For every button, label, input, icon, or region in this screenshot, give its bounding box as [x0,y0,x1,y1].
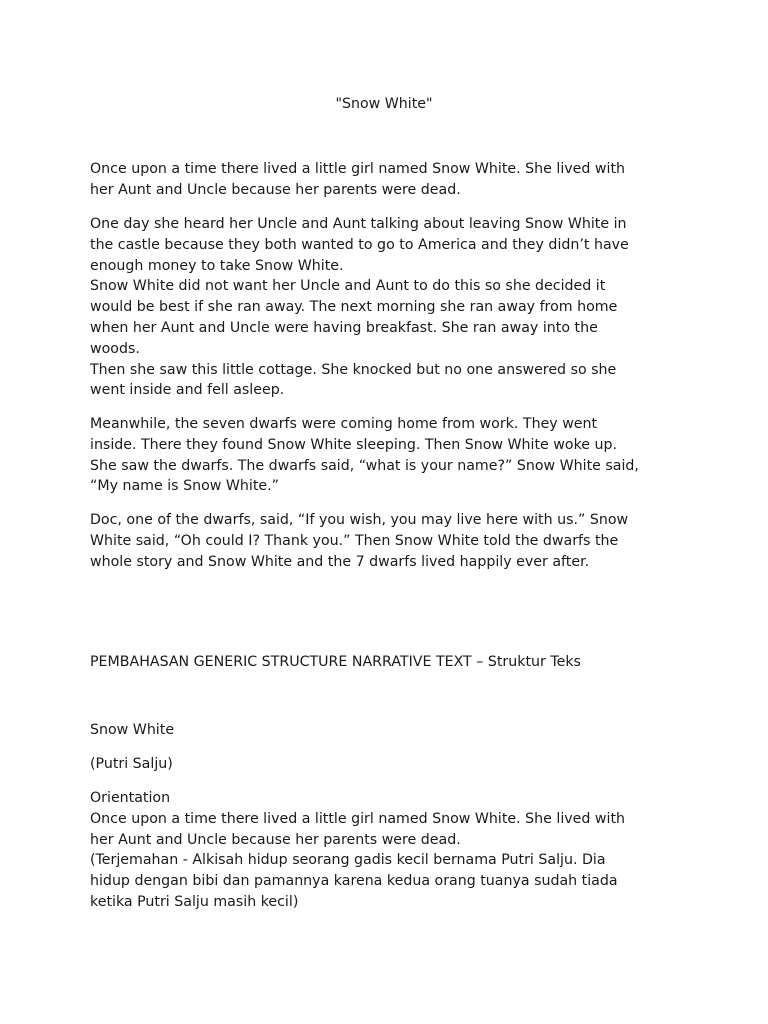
story-paragraph-2 [90,214,629,401]
document-title: "Snow White" [335,96,433,112]
text-line: would be best if she ran away. The next morning she ran away from home [90,299,618,316]
section-heading [90,652,581,673]
text-line: Snow White did not want her Uncle and Aunt to do this so she decided it [90,278,606,295]
orientation-label: Orientation [90,790,171,806]
text-line: ketika Putri Salju masih kecil) [90,893,299,910]
text-line: (Terjemahan - Alkisah hidup seorang gadis kecil bernama Putri Salju. Dia [90,852,606,869]
text-line: enough money to take Snow White. [90,257,344,274]
text-line: her Aunt and Uncle because her parents were dead. [90,181,461,198]
orientation-section [90,788,625,913]
text-line: whole story and Snow White and the 7 dwarfs lived happily ever after. [90,553,590,570]
story-paragraph-1 [90,159,625,201]
text-line: One day she heard her Uncle and Aunt talking about leaving Snow White in [90,216,627,232]
story-paragraph-3 [90,414,639,497]
text-line: when her Aunt and Uncle were having breakfast. She ran away into the [90,319,598,336]
analysis-translation-name [90,754,173,775]
story-paragraph-4 [90,510,628,572]
text-line: “My name is Snow White.” [90,478,279,495]
section-heading-text: PEMBAHASAN GENERIC STRUCTURE NARRATIVE TEXT – Struktur Teks [90,654,581,670]
text-line: White said, “Oh could I? Thank you.” Then Snow White told the dwarfs the [90,532,619,549]
text-line: Once upon a time there lived a little girl named Snow White. She lived with [90,161,626,177]
analysis-translation-text: (Putri Salju) [90,756,173,772]
text-line: her Aunt and Uncle because her parents were dead. [90,831,461,848]
text-line: inside. There they found Snow White sleeping. Then Snow White woke up. [90,436,618,453]
text-line: hidup dengan bibi dan pamannya karena kedua orang tuanya sudah tiada [90,873,618,890]
text-line: She saw the dwarfs. The dwarfs said, “what is your name?” Snow White said, [90,457,639,474]
text-line: the castle because they both wanted to go to America and they didn’t have [90,236,629,253]
analysis-name [90,720,174,741]
text-line: went inside and fell asleep. [90,382,285,399]
text-line: Then she saw this little cottage. She knocked but no one answered so she [90,361,617,378]
text-line: Once upon a time there lived a little girl named Snow White. She lived with [90,810,626,827]
text-line: Doc, one of the dwarfs, said, “If you wish, you may live here with us.” Snow [90,512,629,528]
analysis-name-text: Snow White [90,722,175,738]
text-line: Meanwhile, the seven dwarfs were coming home from work. They went [90,416,598,432]
text-line: woods. [90,340,140,357]
